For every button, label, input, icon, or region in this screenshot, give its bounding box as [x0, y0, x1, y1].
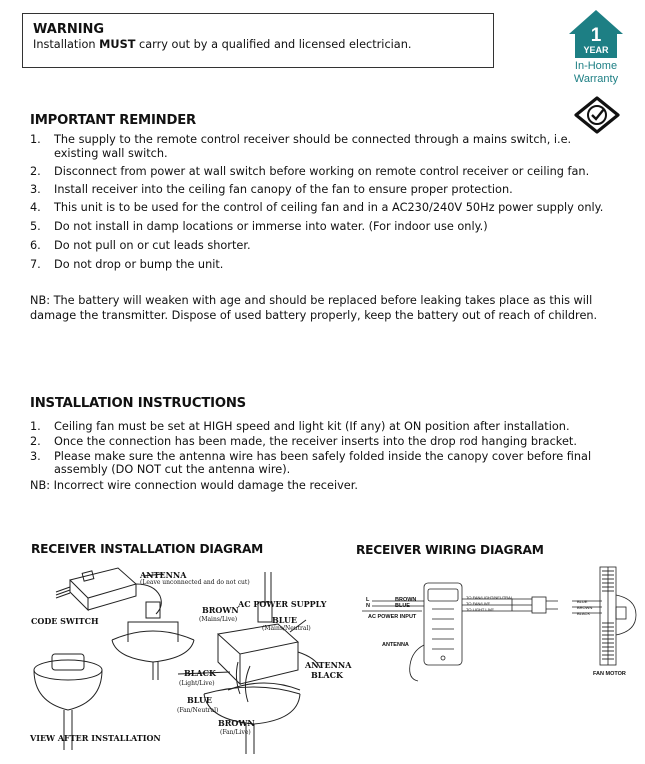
label-brown: BROWN	[202, 605, 239, 615]
wiring-label-blue: BLUE	[395, 603, 410, 609]
label-black: BLACK	[311, 670, 343, 680]
warranty-unit: YEAR	[583, 45, 609, 55]
wiring-diagram-title: RECEIVER WIRING DIAGRAM	[356, 543, 544, 557]
label-blue-fan-note: (Fan/Neutral)	[177, 707, 219, 714]
wiring-label-antenna: ANTENNA	[382, 642, 409, 648]
label-view-after-installation: VIEW AFTER INSTALLATION	[30, 733, 161, 743]
list-item: 1. The supply to the remote control receiver should be connected through a mains switch, i.e. existing wall switch.	[30, 133, 572, 160]
warning-text: Installation MUST carry out by a qualified and licensed electrician.	[33, 38, 412, 51]
list-item: 7. Do not drop or bump the unit.	[30, 257, 224, 271]
warranty-line2: Warranty	[573, 73, 619, 85]
install-diagram-illustration	[28, 562, 348, 757]
list-item: 2. Disconnect from power at wall switch before working on remote control receiver or ceiling fan.	[30, 164, 590, 178]
wiring-label-motor-black: BLACK	[577, 611, 591, 616]
wiring-label-to-light-live: TO LIGHT LIVE	[466, 607, 495, 612]
installation-nb: NB: Incorrect wire connection would damage the receiver.	[30, 479, 358, 492]
install-diagram-title: RECEIVER INSTALLATION DIAGRAM	[31, 542, 264, 556]
list-item: 3. Please make sure the antenna wire has been safely folded inside the canopy cover before final assembly (DO NOT cut the antenna wire).	[30, 449, 592, 477]
rcm-compliance-icon	[574, 96, 620, 134]
list-item: 4. This unit is to be used for the control of ceiling fan and in a AC230/240V 50Hz power supply only.	[30, 201, 604, 215]
warning-title: WARNING	[33, 22, 105, 37]
reminder-title: IMPORTANT REMINDER	[30, 113, 197, 128]
wiring-label-motor-brown: BROWN	[577, 605, 593, 610]
list-item: 2. Once the connection has been made, the receiver inserts into the drop rod hanging bracket.	[30, 434, 577, 448]
label-code-switch: CODE SWITCH	[31, 616, 99, 626]
list-item: 1. Ceiling fan must be set at HIGH speed and light kit (If any) at ON position after installation.	[30, 420, 570, 433]
label-antenna: ANTENNA	[140, 570, 187, 580]
label-antenna-note: (Leave unconnected and do not cut)	[140, 579, 250, 586]
warranty-years: 1	[590, 25, 602, 46]
label-brown-fan: BROWN	[218, 718, 255, 728]
reminder-list	[30, 133, 605, 271]
list-item: 6. Do not pull on or cut leads shorter.	[30, 238, 251, 252]
list-item: 5. Do not install in damp locations or immerse into water. (For indoor use only.)	[30, 219, 488, 233]
warranty-line1: In-Home	[574, 60, 618, 72]
label-blue-note: (Mains/Neutral)	[262, 625, 311, 632]
house-icon	[567, 8, 625, 60]
wiring-diagram-illustration	[362, 565, 640, 685]
wiring-label-to-fan-live: TO FAN/LIVE	[466, 601, 491, 606]
reminder-nb: NB: The battery will weaken with age and should be replaced before leaking takes place as this will damage the transmitter. Dispose of used battery properly, keep the battery out of reach of children.	[30, 294, 598, 322]
installation-list	[30, 420, 615, 477]
label-blue-fan: BLUE	[187, 695, 213, 705]
installation-title: INSTALLATION INSTRUCTIONS	[30, 396, 246, 411]
label-black-light-note: (Light/Live)	[179, 680, 215, 687]
label-blue: BLUE	[272, 615, 298, 625]
wiring-label-l: L	[366, 597, 370, 603]
warranty-badge	[565, 8, 627, 86]
wiring-label-brown: BROWN	[395, 597, 417, 603]
warning-box	[22, 13, 494, 68]
wiring-label-to-fan-light-neutral: TO FAN/LIGHT/NEUTRAL	[466, 595, 514, 600]
label-brown-note: (Mains/Live)	[199, 616, 238, 623]
wiring-label-fan-motor: FAN MOTOR	[593, 671, 626, 677]
label-brown-fan-note: (Fan/Live)	[220, 729, 251, 736]
list-item: 3. Install receiver into the ceiling fan canopy of the fan to ensure proper protection.	[30, 183, 513, 197]
wiring-label-ac-power-input: AC POWER INPUT	[368, 614, 417, 620]
label-antenna-2: ANTENNA	[305, 660, 352, 670]
wiring-label-n: N	[366, 603, 370, 609]
label-black-light: BLACK	[184, 668, 216, 678]
label-ac-power-supply: AC POWER SUPPLY	[238, 599, 327, 609]
wiring-label-motor-blue: BLUE	[577, 599, 588, 604]
